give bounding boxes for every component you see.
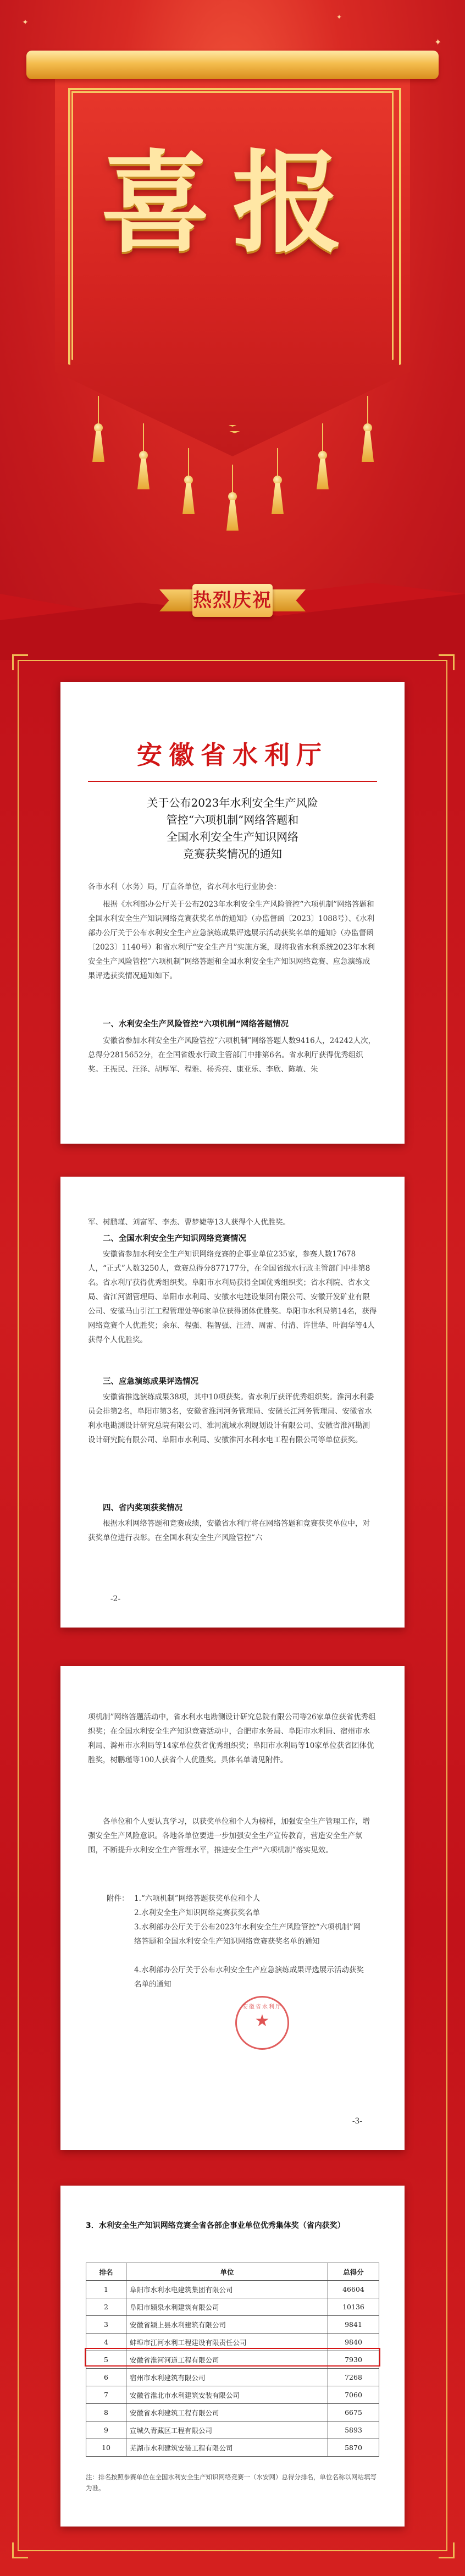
official-seal [235,1996,289,2050]
table-row [86,2298,379,2316]
seal-text: 安徽省水利厅 [242,2004,282,2010]
document-page-4 [60,2186,405,2527]
section-heading: 四、省内奖项获奖情况 [103,1504,182,1513]
unit-cell: 安徽省淮北市水利建筑安装有限公司 [126,2386,328,2404]
tassel-icon [181,448,196,514]
sparkle-icon: ✦ [22,18,29,27]
frame-corner [12,2542,28,2558]
paragraph: 根据《水利部办公厅关于公布2023年水利安全生产风险管控“六项机制”网络答题和全国水利安全生产知识网络竞赛获奖名单的通知》（办监督函〔2023〕1088号）、《水利部办公厅关于公布水利安全生产应急演练成果评选展示活动获奖名单的通知》（办监督函〔2023〕1140号）和省水利厅“安全生产月”实施方案，现将我省水利系统2023年水利安全生产风险管控“六项机制”网络答题和全国水利安全生产知识网络竞赛、应急演练成果评选获奖情况通知如下。 [88,900,375,980]
tassel-icon [270,448,285,514]
unit-cell: 宿州市水利建筑有限公司 [126,2369,328,2386]
rank-cell: 5 [86,2351,126,2369]
rank-cell: 7 [86,2386,126,2404]
doc-title-line: 关于公布2023年水利安全生产风险 [147,796,318,809]
section-heading: 二、全国水利安全生产知识网络竞赛情况 [103,1234,246,1243]
score-cell: 7930 [328,2351,379,2369]
frame-corner [12,654,28,670]
banner-rod [26,51,439,79]
frame-corner [439,2542,455,2558]
score-cell: 7268 [328,2369,379,2386]
attachment-label: 附件： [107,1894,129,1903]
unit-cell: 阜阳市颍泉水利建筑有限公司 [126,2298,328,2316]
table-row [86,2404,379,2421]
section-heading: 一、水利安全生产风险管控“六项机制”网络答题情况 [103,1020,289,1029]
paragraph: 安徽省参加水利安全生产风险管控“六项机制”网络答题人数9416人，24242人次，总得分2815652分，在全国省级水行政主管部门中排第6名。省水利厅获得优秀组织奖。王振民、汪泽、胡厚军、程雅、杨秀亮、康亚乐、李欣、陈敏、朱 [88,1036,376,1074]
table-row [86,2439,379,2457]
column-header: 总得分 [328,2263,379,2281]
table-footnote: 注：排名按照参赛单位在全国水利安全生产知识网络竞赛一（水安网）总得分排名，单位名称以网站填写为准。 [86,2473,377,2492]
tassel-icon [136,423,151,489]
table-title: 3．水利安全生产知识网络竞赛全省各部企事业单位优秀集体奖（省内获奖） [86,2221,345,2230]
column-header: 排名 [86,2263,126,2281]
score-cell: 5893 [328,2421,379,2439]
paragraph: 项机制”网络答题活动中，省水利水电勘测设计研究总院有限公司等26家单位获省优秀组织奖；在全国水利安全生产知识竞赛活动中，合肥市水务局、阜阳市水利局、宿州市水利局、滁州市水利局等14家单位获省优秀组织奖；阜阳市水利局等10家单位获省团体优胜奖，树鹏瑾等100人获省个人优胜奖。具体名单请见附件。 [88,1713,376,1764]
score-cell: 10136 [328,2298,379,2316]
paragraph: 根据水利网络答题和竞赛成绩，安徽省水利厅将在网络答题和竞赛获奖单位中，对获奖单位进行表彰。在全国水利安全生产风险管控“六 [88,1519,370,1542]
rank-cell: 1 [86,2281,126,2298]
unit-cell: 安徽省水利建筑工程有限公司 [126,2404,328,2421]
score-cell: 5870 [328,2439,379,2457]
paragraph: 军、树鹏瑾、刘富军、李杰、曹梦婕等13人获得个人优胜奖。 [88,1218,291,1227]
hero-banner [0,0,465,660]
attachment-item: 1.“六项机制”网络答题获奖单位和个人 [134,1894,261,1903]
score-cell: 6675 [328,2404,379,2421]
seal-star-icon: ★ [254,2011,270,2031]
table-row [86,2386,379,2404]
section-heading: 三、应急演练成果评选情况 [103,1377,198,1386]
page-number: -3- [352,2117,363,2126]
sparkle-icon: ✦ [336,13,342,21]
paragraph: 各单位和个人要认真学习，以获奖单位和个人为榜样，加强安全生产管理工作，增强安全生产风险意识。各地各单位要进一步加强安全生产宣传教育，营造安全生产氛围，不断提升水利安全生产管理水平，推进安全生产“六项机制”落实见效。 [88,1817,370,1855]
page-number: -2- [110,1595,121,1603]
rejoice-ribbon: 热烈庆祝 [192,584,273,617]
rank-cell: 2 [86,2298,126,2316]
tassel-icon [91,396,106,462]
tassel-icon [315,423,330,489]
table-row [86,2316,379,2334]
rank-cell: 10 [86,2439,126,2457]
attachment-item: 2.水利安全生产知识网络竞赛获奖名单 [134,1908,260,1917]
paragraph: 安徽省推选演练成果38项，其中10项获奖。省水利厅获评优秀组织奖。淮河水利委员会排第2名，阜阳市第3名，安徽省淮河河务管理局、安徽长江河务管理局、安徽省水利水电勘测设计研究总院有限公司、淮河流域水利规划设计有限公司、安徽省淮河勘测设计研究院有限公司、阜阳市水利局、安徽淮河水利水电工程有限公司等单位获奖。 [88,1393,374,1444]
letterhead-rule [88,781,377,782]
paragraph: 安徽省参加水利安全生产知识网络竞赛的企事业单位235家，参赛人数17678人，“正式”人数3250人，竞赛总得分877177分，在全国省级水行政主管部门中排第8名。省水利厅获得优秀组织奖。阜阳市水利局获得全国优秀组织奖；省水利院、省水文局、省江河湖管理局、阜阳市水利局、安徽水电建设集团有限公司、安徽开发矿业有限公司、安徽马山引江工程管理处等6家单位获得团体优胜奖。阜阳市水利局第14名，获得网络竞赛个人优胜奖；余东、程强、程智强、汪清、周雷、付清、许世华、叶润华等4人获得个人优胜奖。 [88,1250,377,1344]
column-header: 单位 [126,2263,328,2281]
rank-cell: 4 [86,2334,126,2351]
table-row [86,2281,379,2298]
letterhead: 安徽省水利厅 [137,740,328,770]
doc-title-line: 竞赛获奖情况的通知 [183,847,282,860]
unit-cell: 安徽省淮河河道工程有限公司 [126,2351,328,2369]
hero-title: 喜报 [100,139,364,268]
highlight-box [85,2348,380,2367]
score-cell: 46604 [328,2281,379,2298]
unit-cell: 蚌埠市江河水利工程建设有限责任公司 [126,2334,328,2351]
unit-cell: 阜阳市水利水电建筑集团有限公司 [126,2281,328,2298]
unit-cell: 安徽省颍上县水利建筑有限公司 [126,2316,328,2334]
score-cell: 9841 [328,2316,379,2334]
unit-cell: 宣城久青藏区工程有限公司 [126,2421,328,2439]
score-cell: 7060 [328,2386,379,2404]
attachment-item: 3.水利部办公厅关于公布2023年水利安全生产风险管控“六项机制”网络答题和全国水利安全生产知识网络竞赛获奖名单的通知 [134,1923,361,1946]
doc-title-line: 全国水利安全生产知识网络 [167,830,298,843]
tassel-icon [361,396,375,462]
rank-cell: 8 [86,2404,126,2421]
unit-cell: 芜湖市水利建筑安装工程有限公司 [126,2439,328,2457]
frame-corner [439,654,455,670]
salutation: 各市水利（水务）局，厅直各单位，省水利水电行业协会： [88,882,281,891]
attachment-item: 4.水利部办公厅关于公布水利安全生产应急演练成果评选展示活动获奖名单的通知 [134,1966,364,1989]
document-page-3 [60,1666,405,2150]
rank-cell: 6 [86,2369,126,2386]
sparkle-icon: ✦ [434,37,442,47]
rank-cell: 3 [86,2316,126,2334]
table-row [86,2369,379,2386]
document-page-2 [60,1177,405,1628]
table-header-row [86,2263,379,2281]
document-page-1 [60,682,405,1144]
rank-cell: 9 [86,2421,126,2439]
table-row [86,2421,379,2439]
tassel-icon [225,465,240,531]
doc-title-line: 管控“六项机制”网络答题和 [166,813,299,826]
score-cell: 9840 [328,2334,379,2351]
